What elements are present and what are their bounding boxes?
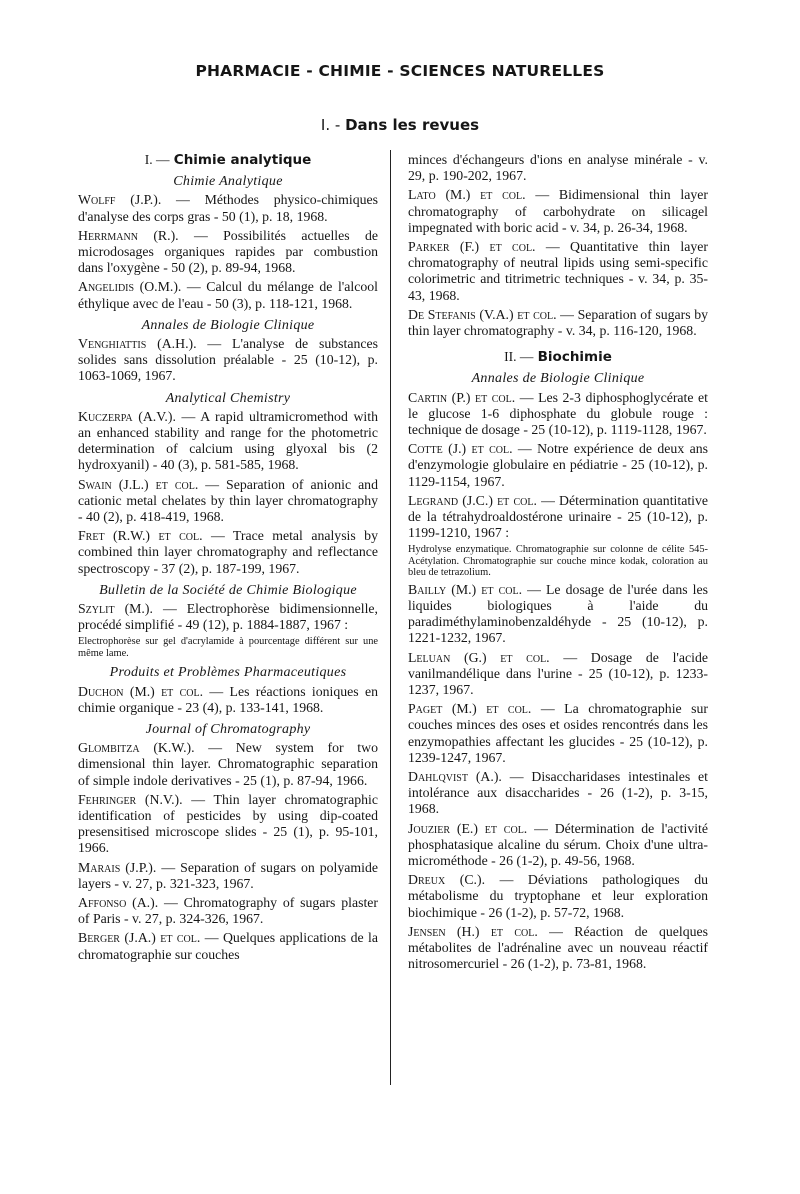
- citation-text: — Separation of sugars on polyamide layers - v. 27, p. 321-323, 1967.: [78, 859, 378, 891]
- citation-author: Legrand (J.C.) et col.: [408, 492, 537, 508]
- citation-text: — Notre expérience de deux ans d'enzymologie globulaire en pédiatrie - 25 (10-12), p. 1129-1154, 1967.: [408, 441, 708, 489]
- citation-author: Dahlqvist (A.).: [408, 768, 502, 784]
- citation-author: Affonso (A.).: [78, 894, 159, 910]
- right-column: [408, 152, 708, 975]
- citation-entry: [78, 895, 378, 927]
- heading-label: Chimie analytique: [173, 152, 312, 168]
- citation-text: — Détermination quantitative de la tétrahydroaldostérone urinaire - 25 (10-12), p. 1199-1210, 1967 :: [408, 492, 709, 541]
- citation-entry: [408, 701, 708, 766]
- citation-entry: [408, 872, 708, 921]
- citation-entry: [408, 307, 708, 339]
- section-number: I. -: [320, 116, 341, 134]
- journal-title: Annales de Biologie Clinique: [141, 317, 315, 333]
- citation-author: Marais (J.P.).: [78, 859, 157, 875]
- journal-title: Produits et Problèmes Pharmaceutiques: [109, 665, 347, 681]
- citation-continuation: minces d'échangeurs d'ions en analyse minérale - v. 29, p. 190-202, 1967.: [408, 152, 708, 184]
- citation-entry: [408, 239, 708, 304]
- citation-entry: [78, 336, 378, 385]
- citation-author: Paget (M.) et col.: [408, 701, 532, 717]
- citation-entry: [408, 582, 708, 647]
- citation-text: — Disaccharidases intestinales et intolérance aux disaccharides - 26 (1-2), p. 3-15, 1968.: [408, 768, 708, 817]
- heading-number: I. —: [144, 152, 170, 167]
- heading-number: II. —: [504, 349, 534, 365]
- citation-author: Jensen (H.) et col.: [408, 923, 538, 939]
- citation-text: — Le dosage de l'urée dans les liquides biologiques à l'aide du paradiméthylaminobenzaldéhyde - 25 (10-12), p. 1221-1232, 1967.: [408, 581, 708, 646]
- citation-text: — A rapid ultramicromethod with an enhanced stability and range for the photometric determination of calcium using glyoxal bis (2 hydroxyanil) - 40 (3), p. 581-585, 1968.: [78, 408, 378, 473]
- citation-author: Fret (R.W.) et col.: [78, 528, 203, 544]
- citation-entry: [408, 924, 708, 973]
- citation-author: Szylit (M.).: [78, 601, 153, 617]
- citation-author: Cartin (P.) et col.: [408, 389, 516, 405]
- journal-title: Analytical Chemistry: [165, 390, 291, 406]
- citation-author: Leluan (G.) et col.: [408, 649, 550, 665]
- citation-text: — Electrophorèse bidimensionnelle, procédé simplifié - 49 (12), p. 1884-1887, 1967 :: [78, 601, 378, 633]
- citation-author: Jouzier (E.) et col.: [408, 820, 528, 836]
- citation-author: Wolff (J.P.).: [78, 192, 162, 208]
- left-column: [78, 150, 378, 966]
- citation-text: — Les 2-3 diphosphoglycérate et le glucose 1-6 diphosphate du globule rouge : technique de dosage - 25 (10-12), p. 1119-1128, 1967.: [408, 389, 708, 438]
- citation-entry: [78, 930, 378, 962]
- citation-entry: [78, 740, 378, 789]
- citation-entry: [408, 441, 708, 490]
- citation-text: — L'analyse de substances solides sans dissolution préalable - 25 (10-12), p. 1063-1069, 1967.: [78, 336, 378, 384]
- citation-text: — Détermination de l'activité phosphatasique alcaline du sérum. Choix d'une ultra-microméthode - 26 (1-2), p. 49-56, 1968.: [408, 820, 709, 868]
- section-title: [0, 116, 800, 134]
- citation-author: Berger (J.A.) et col.: [78, 930, 201, 946]
- citation-entry: [408, 187, 708, 236]
- citation-author: De Stefanis (V.A.) et col.: [408, 306, 557, 322]
- citation-text: — La chromatographie sur couches minces des oses et osides rencontrés dans les enzymopathies affectant les glucides - 25 (10-12), p. 1239-1247, 1967.: [408, 701, 709, 765]
- citation-text: — Bidimensional thin layer chromatography of carbohydrate on silicagel impegnated with boric acid - v. 34, p. 26-34, 1968.: [408, 187, 708, 235]
- citation-author: Swain (J.L.) et col.: [78, 476, 199, 492]
- citation-entry: [78, 228, 378, 277]
- citation-author: Glombitza (K.W.).: [78, 740, 195, 756]
- citation-author: Angelidis (O.M.).: [78, 279, 182, 295]
- journal-title: Annales de Biologie Clinique: [471, 371, 645, 387]
- citation-entry: [78, 528, 378, 577]
- citation-note: Hydrolyse enzymatique. Chromatographie sur colonne de célite 545-Acétylation. Chromatographie sur couche mince kodak, coloration au bleu de tetrazolium.: [408, 544, 708, 579]
- citation-text: — Dosage de l'acide vanilmandélique dans l'urine - 25 (10-12), p. 1233-1237, 1967.: [408, 649, 708, 697]
- citation-author: Lato (M.) et col.: [408, 187, 526, 203]
- citation-entry: [408, 821, 708, 870]
- citation-entry: [408, 493, 708, 542]
- citation-text: — Les réactions ioniques en chimie organique - 23 (4), p. 133-141, 1968.: [78, 683, 378, 715]
- citation-text: — Méthodes physico-chimiques d'analyse des corps gras - 50 (1), p. 18, 1968.: [78, 192, 378, 224]
- citation-text: — Quelques applications de la chromatographie sur couches: [78, 930, 378, 962]
- citation-author: Parker (F.) et col.: [408, 239, 536, 255]
- citation-text: — Calcul du mélange de l'alcool éthylique avec de l'eau - 50 (3), p. 118-121, 1968.: [78, 279, 378, 311]
- heading-label: Biochimie: [537, 349, 612, 366]
- heading-chimie-analytique: [78, 152, 378, 168]
- citation-author: Dreux (C.).: [408, 872, 486, 888]
- journal-title: Chimie Analytique: [173, 174, 283, 190]
- citation-text: — Separation of sugars by thin layer chromatography - v. 34, p. 116-120, 1968.: [408, 306, 708, 339]
- citation-text: — Réaction de quelques métabolites de l'adrénaline avec un nouveau réactif nitrosomercuriel - 26 (1-2), p. 73-81, 1968.: [408, 923, 708, 972]
- citation-author: Fehringer (N.V.).: [78, 791, 183, 807]
- section-label: Dans les revues: [345, 116, 480, 134]
- citation-text: — Thin layer chromatographic identification of pesticides by using dip-coated presensitised microscope slides - 25 (1), p. 95-101, 1966.: [78, 791, 379, 856]
- page-title: PHARMACIE - CHIMIE - SCIENCES NATURELLES: [195, 62, 605, 80]
- citation-entry: [78, 409, 378, 474]
- citation-author: Kuczerpa (A.V.).: [78, 408, 176, 424]
- citation-author: Herrmann (R.).: [78, 227, 179, 243]
- citation-entry: [408, 769, 708, 818]
- citation-entry: [78, 860, 378, 892]
- citation-text: — Quantitative thin layer chromatography of neutral lipids using semi-specific colorimetric and titrimetric techniques - v. 34, p. 35-43, 1968.: [408, 239, 708, 303]
- citation-text: — Déviations pathologiques du métabolisme du tryptophane et leur exploration biochimique - 26 (1-2), p. 57-72, 1968.: [408, 872, 708, 920]
- citation-author: Cotte (J.) et col.: [408, 441, 513, 457]
- journal-title: Journal of Chromatography: [145, 721, 311, 737]
- citation-author: Bailly (M.) et col.: [408, 581, 523, 597]
- citation-author: Duchon (M.) et col.: [78, 683, 204, 699]
- citation-entry: [78, 601, 378, 633]
- citation-entry: [78, 792, 378, 857]
- citation-text: — New system for two dimensional thin layer. Chromatographic separation of simple indole derivatives - 25 (1), p. 87-94, 1966.: [78, 740, 378, 788]
- citation-entry: [408, 390, 708, 439]
- column-divider: [390, 150, 391, 1085]
- citation-note: Electrophorèse sur gel d'acrylamide à pourcentage différent sur une même lame.: [78, 636, 378, 659]
- citation-text: — Trace metal analysis by combined thin layer chromatography and reflectance spectroscopy - 37 (2), p. 187-199, 1967.: [78, 528, 378, 576]
- journal-title: Bulletin de la Société de Chimie Biologique: [99, 582, 357, 598]
- citation-entry: [408, 650, 708, 699]
- citation-entry: [78, 279, 378, 311]
- citation-entry: [78, 684, 378, 716]
- citation-entry: [78, 192, 378, 224]
- citation-author: Venghiattis (A.H.).: [78, 336, 197, 352]
- citation-text: — Chromatography of sugars plaster of Paris - v. 27, p. 324-326, 1967.: [78, 894, 378, 927]
- citation-entry: [78, 477, 378, 526]
- citation-text: — Separation of anionic and cationic metal chelates by thin layer chromatography - 40 (2), p. 418-419, 1968.: [78, 476, 378, 525]
- heading-biochimie: [408, 349, 708, 365]
- citation-text: — Possibilités actuelles de microdosages organiques rapides par combustion dans l'oxygène - 50 (2), p. 89-94, 1968.: [78, 227, 378, 276]
